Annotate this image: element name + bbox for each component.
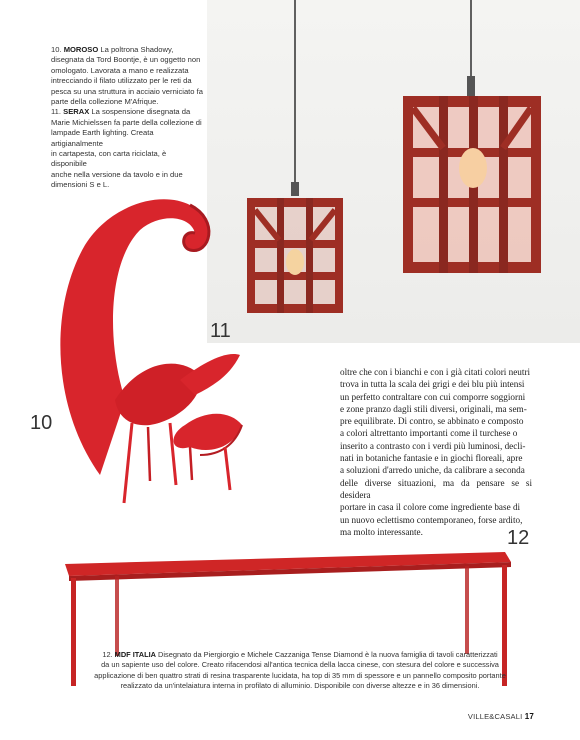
brand-moroso: MOROSO <box>63 45 99 54</box>
article-body-text: oltre che con i bianchi e con i già citati colori neutri trova in tutta la scala dei grigi e dei blu più intensi un perfetto contraltare con cui comporre soggiorni e zone pranzo dagli stili diversi, originali, ma sem- pre equilibrate. Di contro, se abbinato e composto a colori altrettanto importanti come il turchese o inserito a contrasto con i verdi più luminosi, decli- nati in botaniche fantasie e in giochi floreali, apre a soluzioni d'arredo uniche, da calibrare a seconda delle diverse situazioni, ma da pensare se si desidera portare in casa il colore come ingrediente base di un nuovo eclettismo contemporaneo, forse ardito, ma molto interessante. <box>340 367 532 537</box>
caption-item-11: 11. SERAX La sospensione disegnata da Marie Michielssen fa parte della collezione di lampade Earth lighting. Creata artigianalmente in cartapesta, con carta riciclata, è disponibile anche nella versione da tavolo e in due dimensioni S e L. <box>51 107 202 190</box>
figure-number-12: 12 <box>507 527 530 549</box>
magazine-name: VILLE&CASALI <box>467 712 523 721</box>
pendant-lamps-illustration <box>207 0 580 343</box>
caption-item-12: 12. MDF ITALIA Disegnato da Piergiorgio e Michele Cazzaniga Tense Diamond è la nuova famiglia di tavoli caratterizzati da un sapiente uso del colore. Creato rifacendosi all'antica tecnica della lacca cinese, con stesura del colore e successiva applicazione di ben quattro strati di resina trasparente lucidata, ha top di 35 mm di spessore e un pannello composito portante realizzato da un'intelaiatura interna in profilato di alluminio. Disponibile con diverse altezze e in 36 dimensioni. <box>94 650 506 691</box>
lamp-photo <box>207 0 580 343</box>
caption-items-10-11 <box>51 45 203 191</box>
figure-number-10: 10 <box>30 412 53 434</box>
caption-item-10: 10. MOROSO La poltrona Shadowy, disegnata da Tord Boontje, è un oggetto non omologato. Lavorata a mano e realizzata intrecciando il filato utilizzato per le reti da pesca su una struttura in acciaio verniciato fa parte della collezione M'Afrique. <box>51 45 203 107</box>
page-footer <box>468 712 534 721</box>
small-lamp-shade <box>247 198 343 313</box>
brand-mdf-italia: MDF ITALIA <box>114 650 156 659</box>
shadowy-chair-illustration <box>30 185 250 515</box>
brand-serax: SERAX <box>63 107 90 117</box>
figure-number-11: 11 <box>210 320 231 342</box>
page-number: 17 <box>524 712 534 721</box>
large-lamp-shade <box>403 96 541 273</box>
